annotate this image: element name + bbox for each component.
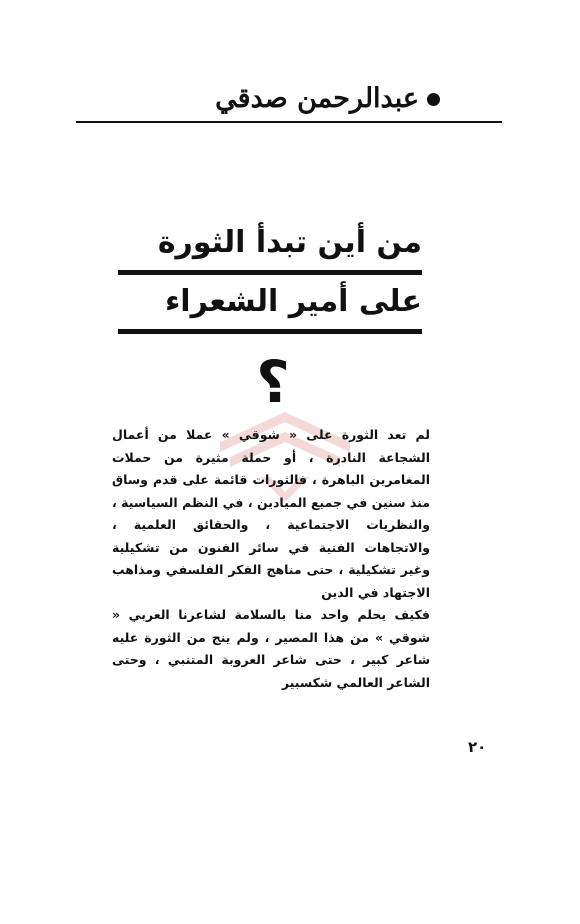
author-name: عبدالرحمن صدقي [215,83,419,114]
question-mark: ؟ [256,348,290,416]
title-line-2: على أمير الشعراء [164,284,422,319]
author-header [215,82,440,116]
paragraph-1: لم تعد الثورة على « شوقي » عملا من أعمال الشجاعة النادرة ، أو حملة مثيرة من حملات المغامرين الباهرة ، فالثورات قائمة على قدم وساق منذ سنين في جميع الميادين ، في النظم السياسية ، والنظريات الاجتماعية ، والحقائق العلمية ، والاتجاهات الفنية في سائر الفنون من تشكيلية وغير تشكيلية ، حتى مناهج الفكر الفلسفي ومذاهب الاجتهاد في الدين [112,427,430,600]
page-number: ٢٠ [468,738,487,756]
body-text [112,424,430,694]
paragraph-2: فكيف يحلم واحد منا بالسلامة لشاعرنا العربي « شوقي » من هذا المصير ، ولم ينج من الثورة عليه شاعر كبير ، حتى شاعر العروبة المتنبي ، وحتى الشاعر العالمي شكسبير [112,607,430,690]
bullet-icon [427,93,440,106]
title-rule-1 [118,270,422,275]
chapter-title [118,222,422,340]
title-rule-2 [118,329,422,334]
title-line-1: من أين تبدأ الثورة [157,225,422,260]
header-rule [76,121,502,123]
